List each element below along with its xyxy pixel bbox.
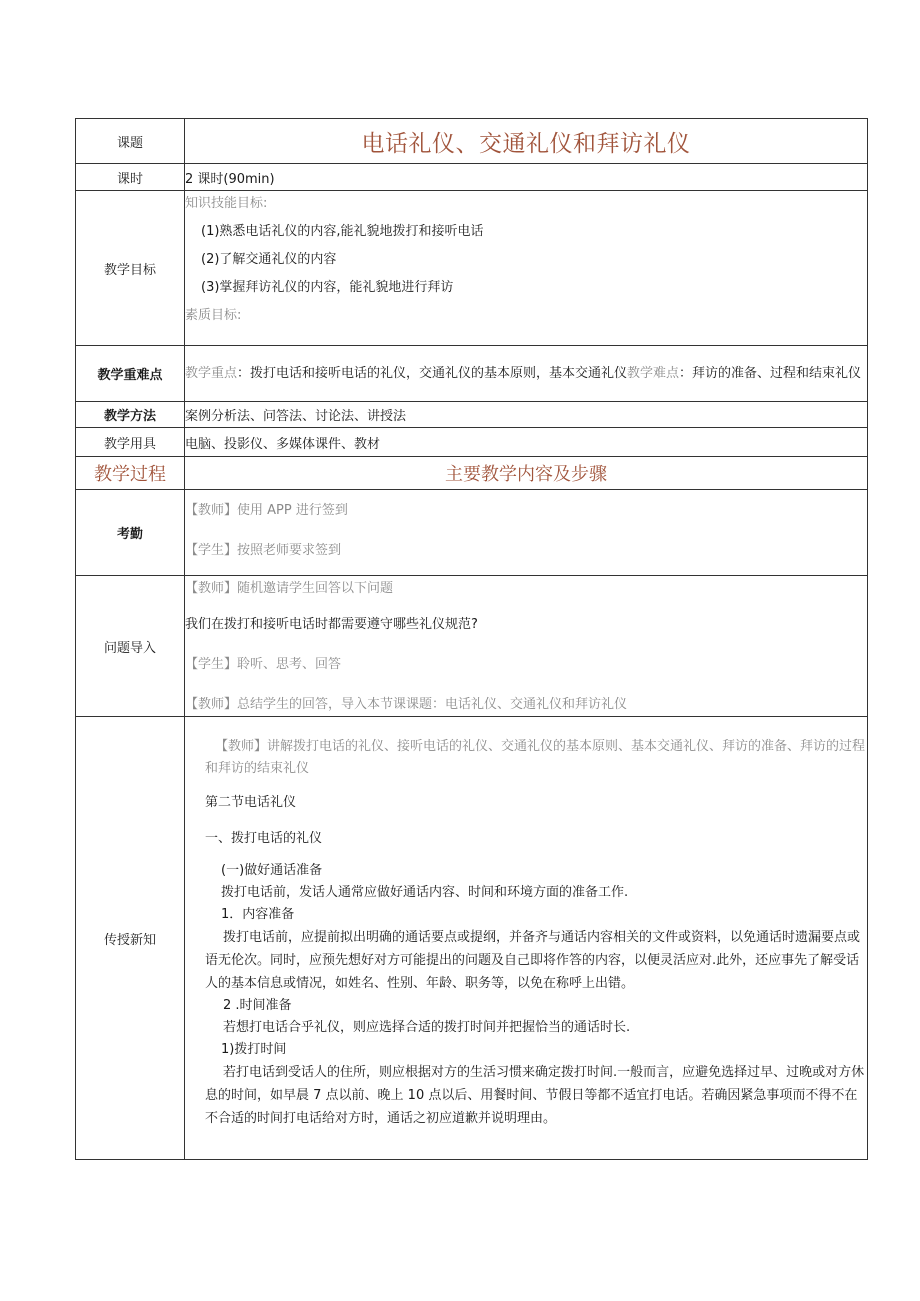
new-knowledge-content — [185, 717, 868, 1160]
point-2-sub: 1)拨打时间 — [221, 1042, 287, 1057]
objectives-content — [185, 191, 868, 346]
intro-content — [185, 576, 868, 717]
key-points-content — [185, 346, 868, 402]
process-header-right: 主要教学内容及步骤 — [185, 457, 868, 490]
section-title: 第二节电话礼仪 — [205, 795, 297, 810]
key-text: ：拨打电话和接听电话的礼仪，交通礼仪的基本原则，基本交通礼仪 — [237, 365, 628, 381]
process-header-row — [76, 457, 868, 490]
intro-student: 【学生】聆听、思考、回答 — [185, 657, 342, 672]
process-header-left: 教学过程 — [76, 457, 185, 490]
lesson-plan-table — [75, 118, 868, 1160]
methods-label: 教学方法 — [76, 402, 185, 428]
tools-value: 电脑、投影仪、多媒体课件、教材 — [185, 428, 868, 457]
key-points-label: 教学重难点 — [76, 346, 185, 402]
hours-row — [76, 164, 868, 191]
point-2: 2 .时间准备 — [223, 998, 292, 1013]
methods-value: 案例分析法、问答法、讨论法、讲授法 — [185, 402, 868, 428]
hours-label: 课时 — [76, 164, 185, 191]
difficult-text: ：拜访的准备、过程和结束礼仪 — [679, 365, 862, 381]
topic-title: 电话礼仪、交通礼仪和拜访礼仪 — [185, 119, 868, 164]
hours-value: 2 课时(90min) — [185, 164, 868, 191]
attendance-row — [76, 490, 868, 576]
attendance-label: 考勤 — [76, 490, 185, 576]
intro-label: 问题导入 — [76, 576, 185, 717]
point-2-sub-text: 若打电话到受话人的住所，则应根据对方的生活习惯来确定拨打时间.一般而言，应避免选择过早、过晚或对方休息的时间，如早晨 7 点以前、晚上 10 点以后、用餐时间、节假日等都不适宜打电话。若确因紧急事项而不得不在不合适的时间打电话给对方时，通话之初应道歉并说明理由。 — [205, 1065, 865, 1126]
tools-label: 教学用具 — [76, 428, 185, 457]
attendance-teacher: 【教师】使用 APP 进行签到 — [185, 503, 348, 518]
heading-1: 一、拨打电话的礼仪 — [205, 831, 323, 846]
tools-row — [76, 428, 868, 457]
methods-row — [76, 402, 868, 428]
knowledge-heading: 知识技能目标: — [185, 196, 268, 211]
topic-label: 课题 — [76, 119, 185, 164]
new-knowledge-label: 传授新知 — [76, 717, 185, 1160]
subheading-1-text: 拨打电话前，发话人通常应做好通话内容、时间和环境方面的准备工作. — [221, 885, 629, 900]
point-1-text: 拨打电话前，应提前拟出明确的通话要点或提纲，并备齐与通话内容相关的文件或资料，以免通话时遗漏要点或语无伦次。同时，应预先想好对方可能提出的问题及自己即将作答的内容，以便灵活应对.此外，还应事先了解受话人的基本信息或情况，如姓名、性别、年龄、职务等，以免在称呼上出错。 — [205, 930, 861, 991]
objectives-label: 教学目标 — [76, 191, 185, 346]
objectives-row — [76, 191, 868, 346]
attendance-content — [185, 490, 868, 576]
attendance-student: 【学生】按照老师要求签到 — [185, 543, 342, 558]
subheading-1: (一)做好通话准备 — [221, 863, 323, 878]
point-2-text: 若想打电话合乎礼仪，则应选择合适的拨打时间并把握恰当的通话时长. — [223, 1020, 631, 1035]
key-points-row — [76, 346, 868, 402]
intro-teacher-1: 【教师】随机邀请学生回答以下问题 — [185, 581, 394, 596]
objective-item: (1)熟悉电话礼仪的内容,能礼貌地拨打和接听电话 — [201, 224, 484, 239]
quality-heading: 素质目标: — [185, 308, 242, 323]
intro-teacher-2: 【教师】总结学生的回答，导入本节课课题：电话礼仪、交通礼仪和拜访礼仪 — [185, 697, 628, 712]
key-prefix: 教学重点 — [185, 365, 238, 381]
objective-item: (3)掌握拜访礼仪的内容，能礼貌地进行拜访 — [201, 280, 454, 295]
new-knowledge-row — [76, 717, 868, 1160]
difficult-prefix: 教学难点 — [627, 365, 680, 381]
objective-item: (2)了解交通礼仪的内容 — [201, 252, 337, 267]
new-knowledge-teacher: 【教师】讲解拨打电话的礼仪、接听电话的礼仪、交通礼仪的基本原则、基本交通礼仪、拜访的准备、拜访的过程和拜访的结束礼仪 — [205, 739, 866, 776]
intro-question: 我们在拨打和接听电话时都需要遵守哪些礼仪规范? — [185, 617, 478, 632]
intro-row — [76, 576, 868, 717]
topic-row — [76, 119, 868, 164]
point-1: 1．内容准备 — [221, 907, 295, 922]
